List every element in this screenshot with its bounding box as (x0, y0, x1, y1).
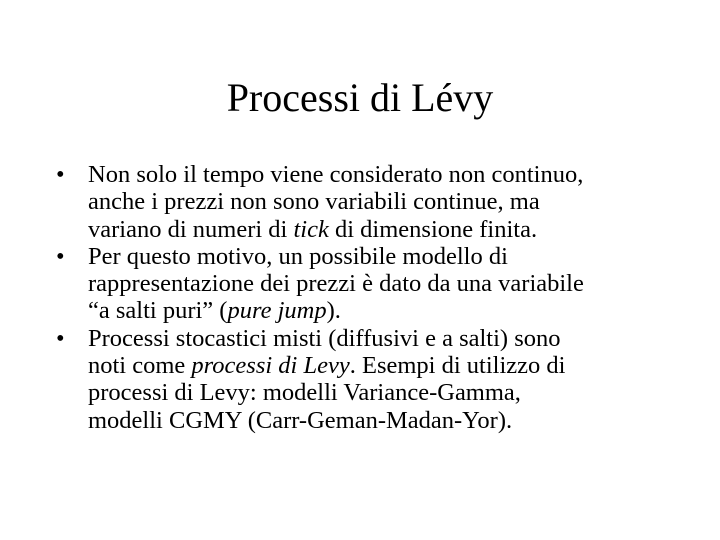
bullet-item (56, 325, 706, 434)
bullet-line (88, 325, 706, 352)
bullet-item (56, 243, 706, 325)
text-run: Per questo motivo, un possibile modello di (88, 242, 508, 270)
bullet-item (56, 161, 706, 243)
bullet-line (88, 161, 706, 188)
bullet-line (88, 379, 706, 406)
italic-term: processi di Levy (191, 352, 350, 380)
text-run: . Esempi di utilizzo di (349, 352, 566, 380)
text-run: processi di Levy: modelli Variance-Gamma, (88, 379, 521, 407)
bullet-text (88, 243, 706, 325)
text-run: ). (326, 297, 341, 325)
bullet-dot-icon: • (56, 324, 65, 352)
text-run: Non solo il tempo viene considerato non continuo, (88, 161, 584, 188)
text-run: variano di numeri di (88, 215, 294, 243)
bullet-line (88, 243, 706, 270)
bullet-line (88, 352, 706, 379)
text-run: “a salti puri” ( (88, 297, 228, 325)
text-run: rappresentazione dei prezzi è dato da una variabile (88, 270, 584, 298)
bullet-dot-icon: • (56, 161, 65, 188)
bullet-text (88, 325, 706, 434)
slide-title: Processi di Lévy (226, 75, 494, 120)
text-run: noti come (88, 352, 192, 380)
bullet-line (88, 297, 706, 324)
text-run: anche i prezzi non sono variabili continue, ma (88, 188, 540, 216)
text-run: modelli CGMY (Carr-Geman-Madan-Yor). (88, 406, 513, 434)
text-run: di dimensione finita. (328, 215, 538, 243)
bullet-dot-icon: • (56, 242, 65, 270)
italic-term: pure jump (227, 297, 327, 325)
bullet-line (88, 216, 706, 243)
bullet-line (88, 270, 706, 297)
bullet-line (88, 188, 706, 215)
bullet-list (56, 161, 706, 434)
italic-term: tick (293, 215, 329, 243)
bullet-line (88, 407, 706, 434)
text-run: Processi stocastici misti (diffusivi e a salti) sono (88, 324, 561, 352)
bullet-text (88, 161, 706, 243)
